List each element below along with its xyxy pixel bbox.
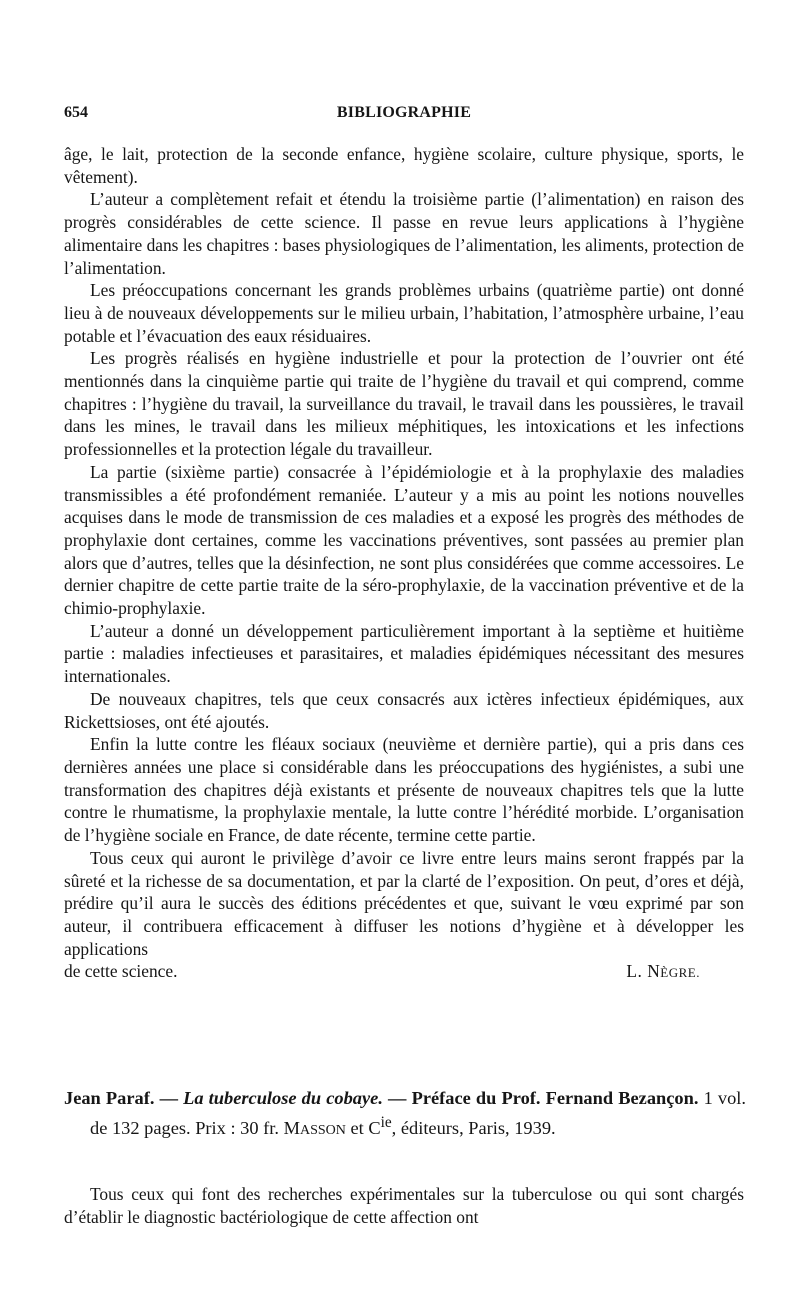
entry-publisher-tail: , éditeurs, Paris, 1939. [391, 1117, 556, 1138]
entry-preface: Préface du Prof. Fernand Bezançon. [411, 1088, 699, 1108]
paragraph-industrial: Les progrès réalisés en hygiène industrielle et pour la protection de l’ouvrier ont été mentionnés dans la cinquième partie qui traite de l’hygiène du travail et qui comprend, comme chapitres : l’hygiène du travail, la surveillance du travail, le travail dans les poussières, le travail dans les mines, le travail dans les milieux méphitiques, les intoxications et les infections professionnelles et la protection légale du travailleur. [64, 348, 744, 460]
book-review-body [64, 143, 744, 985]
second-review-paragraph: Tous ceux qui font des recherches expérimentales sur la tuberculose ou qui sont chargés d’établir le diagnostic bactériologique de cette affection ont [64, 1184, 744, 1227]
reference-line [64, 1086, 746, 1143]
entry-dash-1: — [154, 1088, 184, 1108]
running-title: BIBLIOGRAPHIE [336, 104, 472, 121]
second-review-body [64, 1183, 744, 1228]
signature-rest: ÈGRE. [660, 965, 700, 981]
page-number: 654 [64, 104, 88, 121]
paragraph-social-scourges: Enfin la lutte contre les fléaux sociaux (neuvième et dernière partie), qui a pris dans ces dernières années une place si considérable dans les préoccupations des hygiénistes, a subi une transformation des chapitres déjà existants et présente de nouveaux chapitres tels que la lutte contre le rhumatisme, la prophylaxie mentale, la lutte contre l’hérédité morbide. L’organisation de l’hygiène sociale en France, de date récente, termine cette partie. [64, 734, 744, 846]
closing-line [64, 960, 744, 985]
bibliographic-entry [64, 1086, 746, 1143]
entry-book-title: La tuberculose du cobaye. [183, 1088, 383, 1108]
paragraph-conclusion: Tous ceux qui auront le privilège d’avoir ce livre entre leurs mains seront frappés par la sûreté et la richesse de sa documentation, et par la clarté de l’exposition. On peut, d’ores et déjà, prédire qu’il aura le succès des éditions précédentes et que, suivant le vœu exprimé par son auteur, il contribuera efficacement à diffuser les notions d’hygiène et à développer les applications [64, 847, 744, 959]
entry-publisher-initial: M [283, 1117, 300, 1138]
paragraph-infectious: L’auteur a donné un développement particulièrement important à la septième et huitième partie : maladies infectieuses et parasitaires, et maladies épidémiques nécessitant des mesures internationales. [64, 620, 744, 687]
signature-initial: L. N [626, 961, 661, 982]
entry-publisher-sup: ie [380, 1113, 392, 1131]
page-header [64, 104, 744, 126]
paragraph-urban: Les préoccupations concernant les grands problèmes urbains (quatrième partie) ont donné lieu à de nouveaux développements sur le milieu urbain, l’habitation, l’atmosphère urbaine, l’eau potable et l’évacuation des eaux résiduaires. [64, 280, 744, 346]
reviewer-signature [626, 960, 700, 985]
closing-text: de cette science. [64, 961, 178, 982]
paragraph-epidemiology: La partie (sixième partie) consacrée à l’épidémiologie et à la prophylaxie des maladies transmissibles a été profondément remaniée. L’auteur y a mis au point les notions nouvelles acquises dans le mode de transmission de ces maladies et a exposé les progrès des méthodes de prophylaxie dont certaines, comme les vaccinations préventives, sont passées au premier plan alors que d’autres, telles que la désinfection, ne sont plus considérées que comme accessoires. Le dernier chapitre de cette partie traite de la séro-prophylaxie, de la vaccination préventive et de la chimio-prophylaxie. [64, 461, 744, 619]
entry-details: 1 vol. de 132 pages. Prix : 30 fr. [90, 1088, 747, 1138]
entry-publisher-rest: ASSON [299, 1122, 346, 1138]
paragraph-alimentation: L’auteur a complètement refait et étendu la troisième partie (l’alimentation) en raison des progrès considérables de cette science. Il passe en revue leurs applications à l’hygiène alimentaire dans les chapitres : bases physiologiques de l’alimentation, les aliments, protection de l’alimentation. [64, 189, 744, 278]
entry-publisher-et: et C [345, 1117, 381, 1138]
paragraph-continued: âge, le lait, protection de la seconde enfance, hygiène scolaire, culture physique, sports, le vêtement). [64, 144, 744, 187]
entry-dash-2: — [382, 1088, 412, 1108]
entry-author: Jean Paraf. [64, 1088, 155, 1108]
paragraph-new-chapters: De nouveaux chapitres, tels que ceux consacrés aux ictères infectieux épidémiques, aux Rickettsioses, ont été ajoutés. [64, 688, 744, 732]
